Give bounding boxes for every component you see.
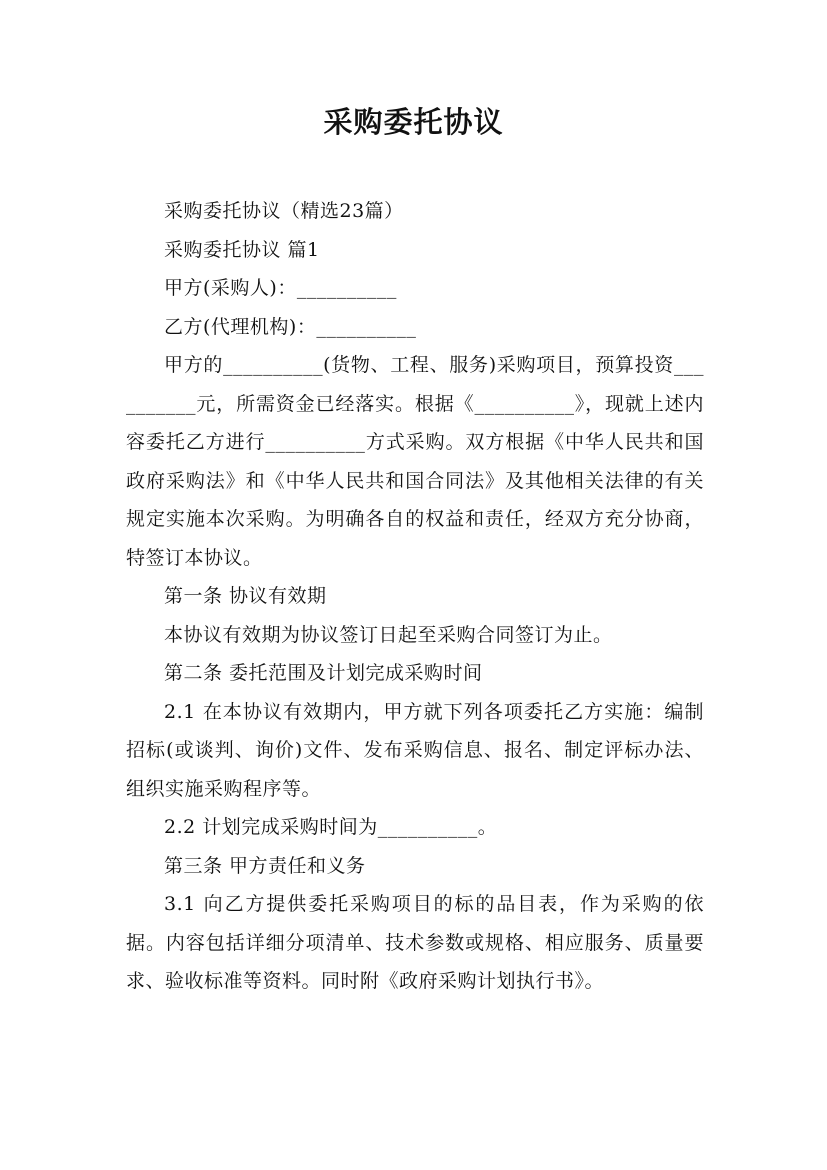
paragraph-part-heading: 采购委托协议 篇1: [164, 238, 320, 261]
article-1-body: 本协议有效期为协议签订日起至采购合同签订为止。: [164, 623, 613, 646]
clause-2-1: 2.1 在本协议有效期内，甲方就下列各项委托乙方实施：编制招标(或谈判、询价)文件、发布采购信息、报名、制定评标办法、组织实施采购程序等。: [126, 700, 704, 800]
document-body: [126, 192, 704, 1001]
article-2-heading: 第二条 委托范围及计划完成采购时间: [164, 662, 483, 684]
paragraph-party-b: 乙方(代理机构)：__________: [164, 315, 417, 338]
paragraph-preamble: 甲方的__________(货物、工程、服务)采购项目，预算投资__________元，所需资金已经落实。根据《__________》，现就上述内容委托乙方进行__________方式采购。双方根据《中华人民共和国政府采购法》和《中华人民共和国合同法》及其他相关法律的有关规定实施本次采购。为明确各自的权益和责任，经双方充分协商，特签订本协议。: [126, 354, 704, 569]
clause-3-1: 3.1 向乙方提供委托采购项目的标的品目表，作为采购的依据。内容包括详细分项清单、技术参数或规格、相应服务、质量要求、验收标准等资料。同时附《政府采购计划执行书》。: [126, 893, 704, 992]
clause-2-2: 2.2 计划完成采购时间为__________。: [164, 816, 498, 838]
article-3-heading: 第三条 甲方责任和义务: [164, 854, 366, 877]
article-1-heading: 第一条 协议有效期: [164, 585, 327, 607]
document-title: 采购委托协议: [323, 105, 504, 139]
paragraph-subtitle: 采购委托协议（精选23篇）: [164, 200, 404, 222]
paragraph-party-a: 甲方(采购人)：__________: [164, 277, 397, 299]
